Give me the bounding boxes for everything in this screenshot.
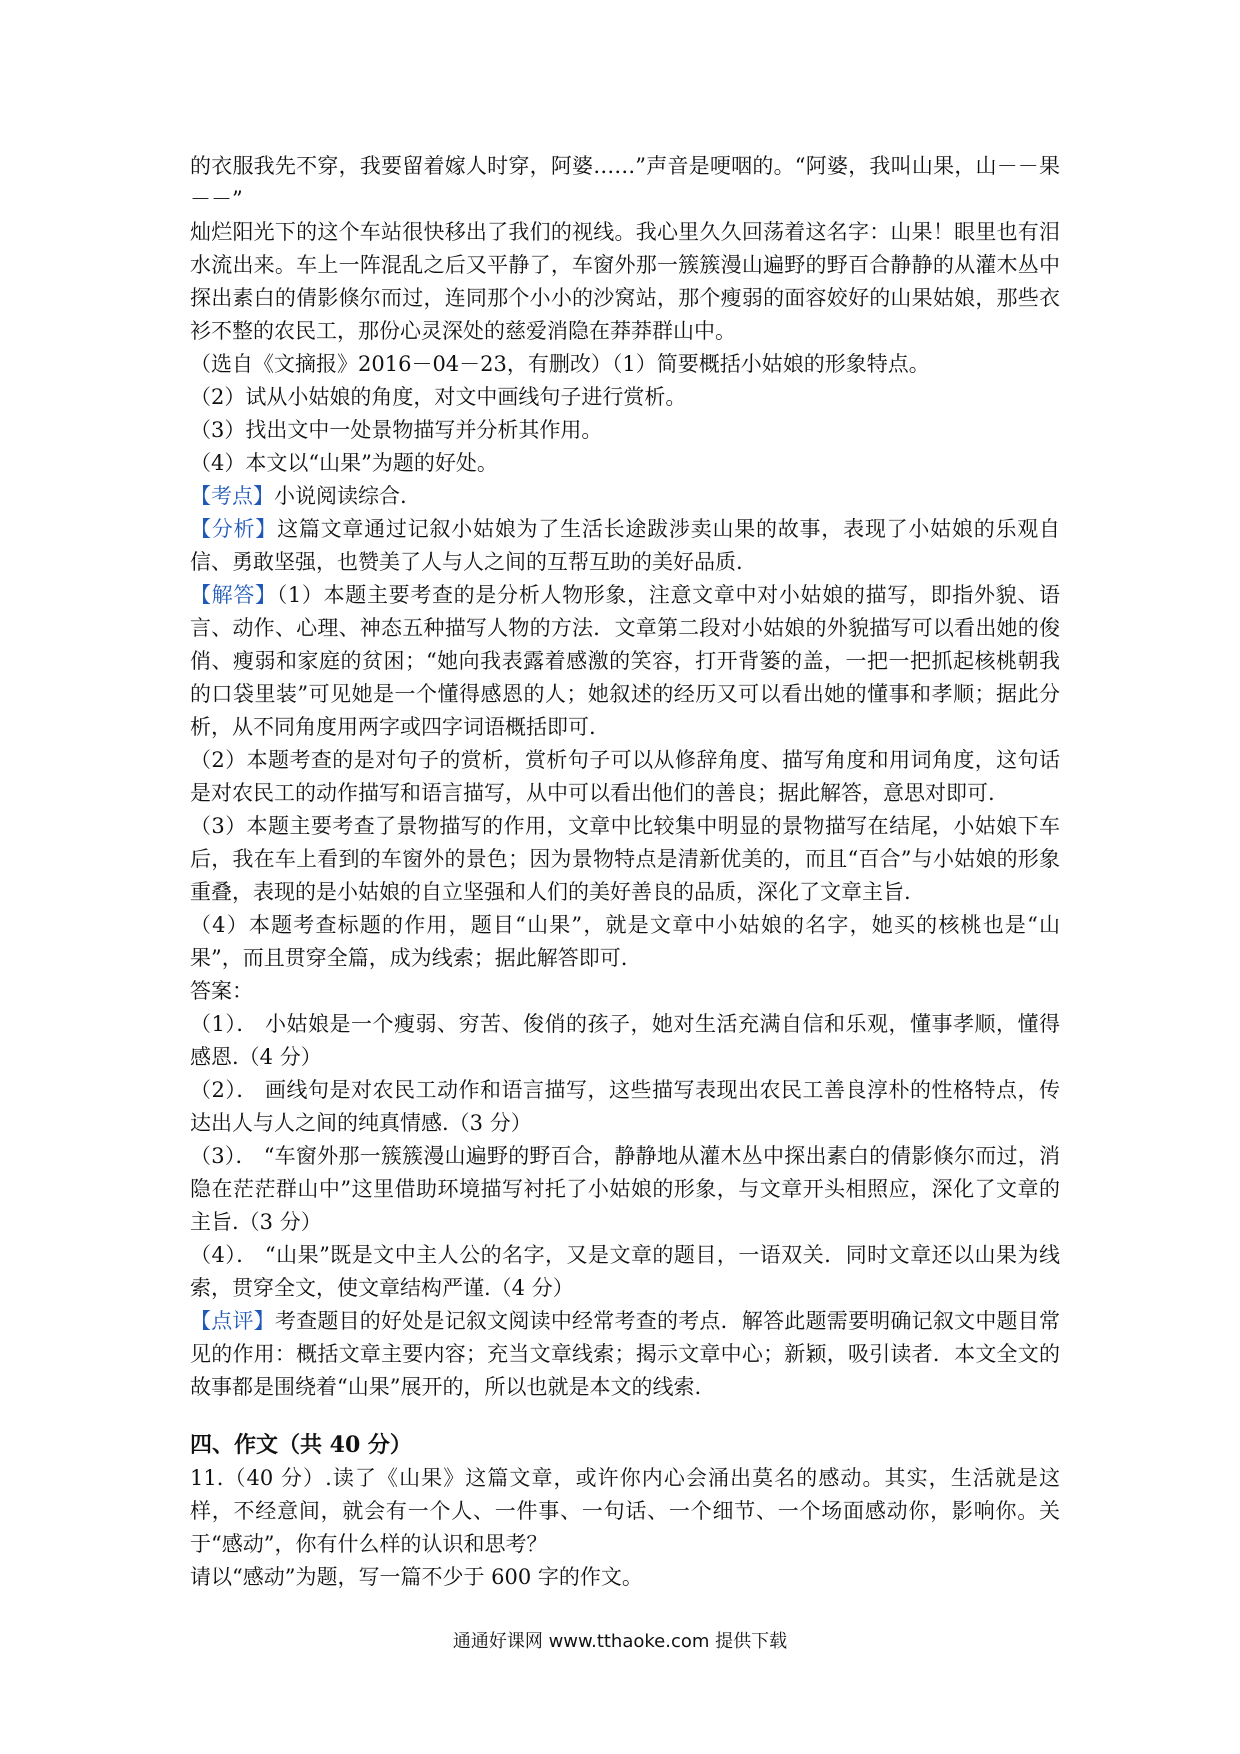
answer-4: （4）． “山果”既是文中主人公的名字，又是文章的题目，一语双关．同时文章还以山果为线索，贯穿全文，使文章结构严谨.（4 分） <box>190 1243 1060 1300</box>
passage-last-paragraph: 灿烂阳光下的这个车站很快移出了我们的视线。我心里久久回荡着这名字：山果！眼里也有泪水流出来。车上一阵混乱之后又平静了，车窗外那一簇簇漫山遍野的野百合静静的从灌木丛中探出素白的倩影倏尔而过，连同那个小小的沙窝站，那个瘦弱的面容姣好的山果姑娘，那些衣衫不整的农民工，那份心灵深处的慈爱消隐在莽莽群山中。 <box>190 220 1060 343</box>
fenxi-block <box>190 513 1060 579</box>
source-and-question-1: （选自《文摘报》2016－04－23，有删改）（1）简要概括小姑娘的形象特点。 <box>190 352 930 376</box>
dianping-block <box>190 1305 1060 1404</box>
page-footer: 通通好课网 www.tthaoke.com 提供下载 <box>452 1631 788 1652</box>
jieda-part-3: （3）本题主要考查了景物描写的作用，文章中比较集中明显的景物描写在结尾，小姑娘下车后，我在车上看到的车窗外的景色；因为景物特点是清新优美的，而且“百合”与小姑娘的形象重叠，表现的是小姑娘的自立坚强和人们的美好善良的品质，深化了文章主旨. <box>190 814 1060 904</box>
jieda-part-4: （4）本题考查标题的作用，题目“山果”，就是文章中小姑娘的名字，她买的核桃也是“山果”，而且贯穿全篇，成为线索；据此解答即可. <box>190 913 1060 970</box>
dianping-text: 考查题目的好处是记叙文阅读中经常考查的考点．解答此题需要明确记叙文中题目常见的作用：概括文章主要内容；充当文章线索；揭示文章中心；新颖，吸引读者．本文全文的故事都是围绕着“山果”展开的，所以也就是本文的线索. <box>190 1309 1061 1399</box>
kaodian-tag: 【考点】 <box>190 484 274 508</box>
kaodian-block <box>190 480 1060 513</box>
passage-ending: 的衣服我先不穿，我要留着嫁人时穿，阿婆……”声音是哽咽的。“阿婆，我叫山果，山－－果－－” <box>190 154 1060 211</box>
page-content <box>190 150 1060 1594</box>
question-3: （3）找出文中一处景物描写并分析其作用。 <box>190 418 603 442</box>
essay-instruction: 请以“感动”为题，写一篇不少于 600 字的作文。 <box>190 1565 643 1589</box>
question-2: （2）试从小姑娘的角度，对文中画线句子进行赏析。 <box>190 385 687 409</box>
fenxi-text: 这篇文章通过记叙小姑娘为了生活长途跋涉卖山果的故事，表现了小姑娘的乐观自信、勇敢坚强，也赞美了人与人之间的互帮互助的美好品质. <box>190 517 1060 574</box>
fenxi-tag: 【分析】 <box>190 517 278 541</box>
kaodian-text: 小说阅读综合. <box>274 484 407 508</box>
jieda-block <box>190 579 1060 744</box>
dianping-tag: 【点评】 <box>190 1309 275 1333</box>
question-11: 11.（40 分）.读了《山果》这篇文章，或许你内心会涌出莫名的感动。其实，生活就是这样，不经意间，就会有一个人、一件事、一句话、一个细节、一个场面感动你，影响你。关于“感动”，你有什么样的认识和思考？ <box>190 1466 1060 1556</box>
jieda-part-2: （2）本题考查的是对句子的赏析，赏析句子可以从修辞角度、描写角度和用词角度，这句话是对农民工的动作描写和语言描写，从中可以看出他们的善良；据此解答，意思对即可. <box>190 748 1060 805</box>
jieda-part-1: （1）本题主要考查的是分析人物形象，注意文章中对小姑娘的描写，即指外貌、语言、动作、心理、神态五种描写人物的方法．文章第二段对小姑娘的外貌描写可以看出她的俊俏、瘦弱和家庭的贫困；“她向我表露着感激的笑容，打开背篓的盖，一把一把抓起核桃朝我的口袋里装”可见她是一个懂得感恩的人；她叙述的经历又可以看出她的懂事和孝顺；据此分析，从不同角度用两字或四字词语概括即可. <box>190 583 1061 739</box>
answers-label: 答案： <box>190 979 253 1003</box>
answer-1: （1）． 小姑娘是一个瘦弱、穷苦、俊俏的孩子，她对生活充满自信和乐观，懂事孝顺，懂得感恩.（4 分） <box>190 1012 1060 1069</box>
answer-3: （3）． “车窗外那一簇簇漫山遍野的野百合，静静地从灌木丛中探出素白的倩影倏尔而过，消隐在茫茫群山中”这里借助环境描写衬托了小姑娘的形象，与文章开头相照应，深化了文章的主旨.（3 分） <box>190 1144 1060 1234</box>
section-4-title: 四、作文（共 40 分） <box>190 1432 412 1458</box>
question-4: （4）本文以“山果”为题的好处。 <box>190 451 498 475</box>
answer-2: （2）． 画线句是对农民工动作和语言描写，这些描写表现出农民工善良淳朴的性格特点，传达出人与人之间的纯真情感.（3 分） <box>190 1078 1060 1135</box>
jieda-tag: 【解答】 <box>190 583 277 607</box>
